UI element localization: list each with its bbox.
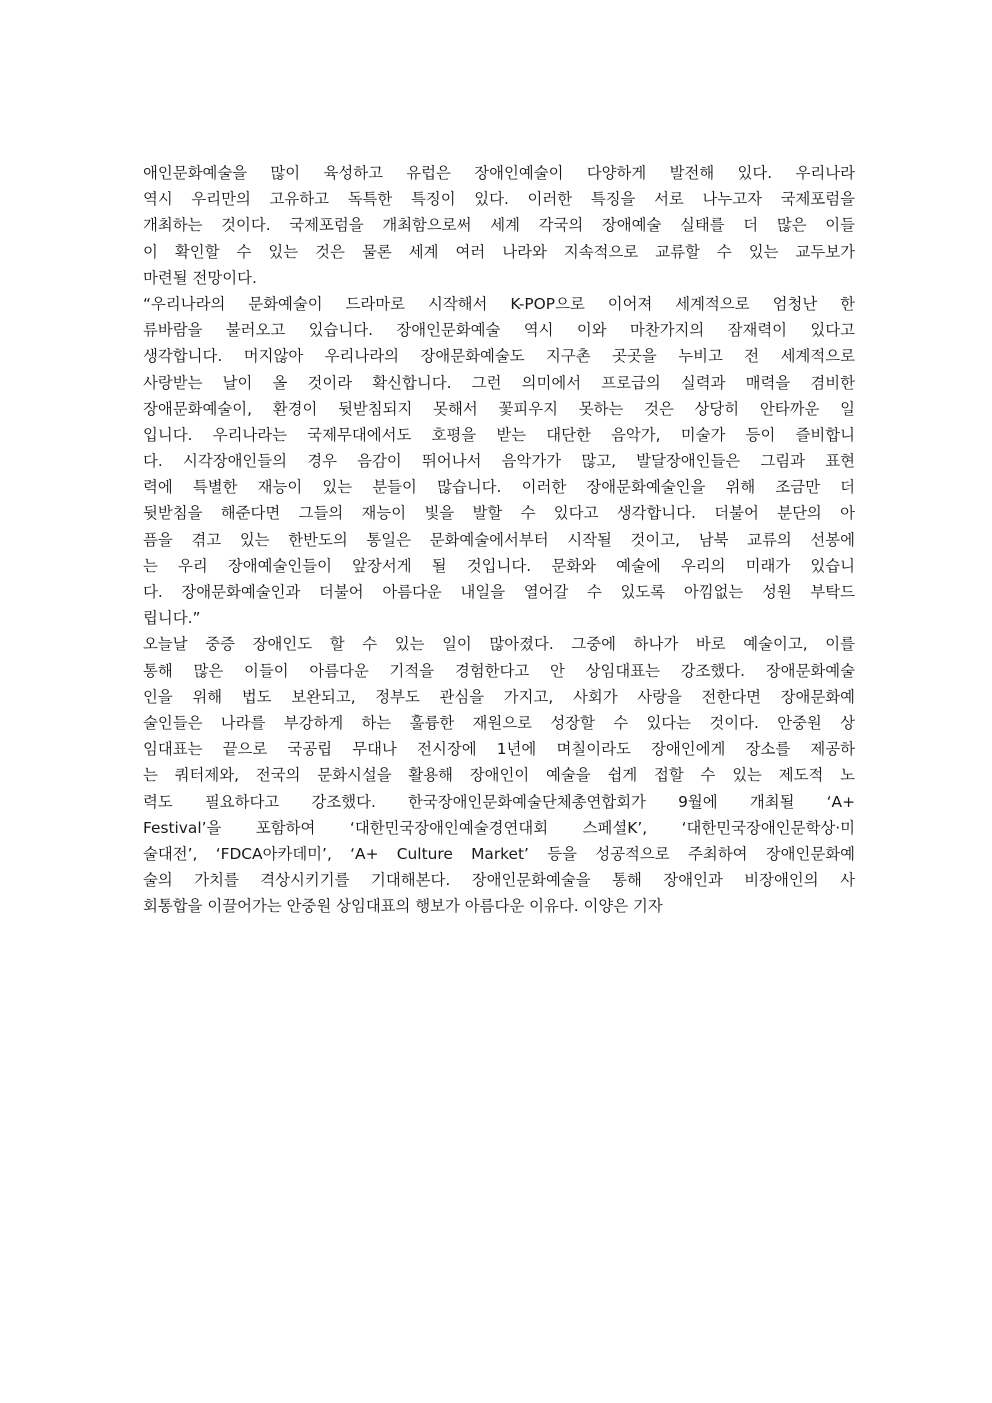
text-line: 개최하는 것이다. 국제포럼을 개최함으로써 세계 각국의 장애예술 실태를 더 많은 이들 xyxy=(143,216,855,235)
text-line: 뒷받침을 해준다면 그들의 재능이 빛을 발할 수 있다고 생각합니다. 더불어 분단의 아 xyxy=(143,504,855,523)
text-line: 술인들은 나라를 부강하게 하는 훌륭한 재원으로 성장할 수 있다는 것이다. 안중원 상 xyxy=(143,713,855,732)
text-line: 인을 위해 법도 보완되고, 정부도 관심을 가지고, 사회가 사랑을 전한다면 장애문화예 xyxy=(143,687,855,706)
text-line: 립니다.” xyxy=(143,609,201,628)
text-line: 애인문화예술을 많이 육성하고 유럽은 장애인예술이 다양하게 발전해 있다. 우리나라 xyxy=(143,164,855,182)
text-line: 술대전’, ‘FDCA아카데미’, ‘A+ Culture Market’ 등을 성공적으로 주최하여 장애인문화예 xyxy=(143,844,855,863)
text-line: 임대표는 끝으로 국공립 무대나 전시장에 1년에 며칠이라도 장애인에게 장소를 제공하 xyxy=(143,740,855,759)
text-line: 회통합을 이끌어가는 안중원 상임대표의 행보가 아름다운 이유다. 이양은 기자 xyxy=(143,897,663,916)
text-line: 다. 시각장애인들의 경우 음감이 뛰어나서 음악가가 많고, 발달장애인들은 그림과 표현 xyxy=(143,452,855,471)
text-line: 는 우리 장애예술인들이 앞장서게 될 것입니다. 문화와 예술에 우리의 미래가 있습니 xyxy=(143,556,855,575)
text-line: 생각합니다. 머지않아 우리나라의 장애문화예술도 지구촌 곳곳을 누비고 전 세계적으로 xyxy=(143,347,855,366)
text-line: 술의 가치를 격상시키기를 기대해본다. 장애인문화예술을 통해 장애인과 비장애인의 사 xyxy=(143,871,855,890)
article-body xyxy=(143,160,855,919)
text-line: 오늘날 중증 장애인도 할 수 있는 일이 많아졌다. 그중에 하나가 바로 예술이고, 이를 xyxy=(143,635,855,654)
text-line: 력도 필요하다고 강조했다. 한국장애인문화예술단체총연합회가 9월에 개최될 ‘A+ xyxy=(143,792,855,811)
text-line: 력에 특별한 재능이 있는 분들이 많습니다. 이러한 장애문화예술인을 위해 조금만 더 xyxy=(143,478,855,497)
text-line: 입니다. 우리나라는 국제무대에서도 호평을 받는 대단한 음악가, 미술가 등이 즐비합니 xyxy=(143,425,855,444)
text-line: 역시 우리만의 고유하고 독특한 특징이 있다. 이러한 특징을 서로 나누고자 국제포럼을 xyxy=(143,190,855,209)
text-line: Festival’을 포함하여 ‘대한민국장애인예술경연대회 스페셜K’, ‘대한민국장애인문학상·미 xyxy=(143,818,855,837)
text-line: 마련될 전망이다. xyxy=(143,268,257,287)
text-line: 류바람을 불러오고 있습니다. 장애인문화예술 역시 이와 마찬가지의 잠재력이 있다고 xyxy=(143,321,855,340)
text-line: 는 쿼터제와, 전국의 문화시설을 활용해 장애인이 예술을 쉽게 접할 수 있는 제도적 노 xyxy=(143,766,855,785)
text-line: 픔을 겪고 있는 한반도의 통일은 문화예술에서부터 시작될 것이고, 남북 교류의 선봉에 xyxy=(143,530,855,549)
text-line: 장애문화예술이, 환경이 뒷받침되지 못해서 꽃피우지 못하는 것은 상당히 안타까운 일 xyxy=(143,399,855,418)
text-line: 사랑받는 날이 올 것이라 확신합니다. 그런 의미에서 프로급의 실력과 매력을 겸비한 xyxy=(143,373,855,392)
text-line: “우리나라의 문화예술이 드라마로 시작해서 K-POP으로 이어져 세계적으로 엄청난 한 xyxy=(143,294,855,313)
text-line: 다. 장애문화예술인과 더불어 아름다운 내일을 열어갈 수 있도록 아낌없는 성원 부탁드 xyxy=(143,583,855,601)
text-line: 이 확인할 수 있는 것은 물론 세계 여러 나라와 지속적으로 교류할 수 있는 교두보가 xyxy=(143,242,855,261)
text-line: 통해 많은 이들이 아름다운 기적을 경험한다고 안 상임대표는 강조했다. 장애문화예술 xyxy=(143,661,855,680)
